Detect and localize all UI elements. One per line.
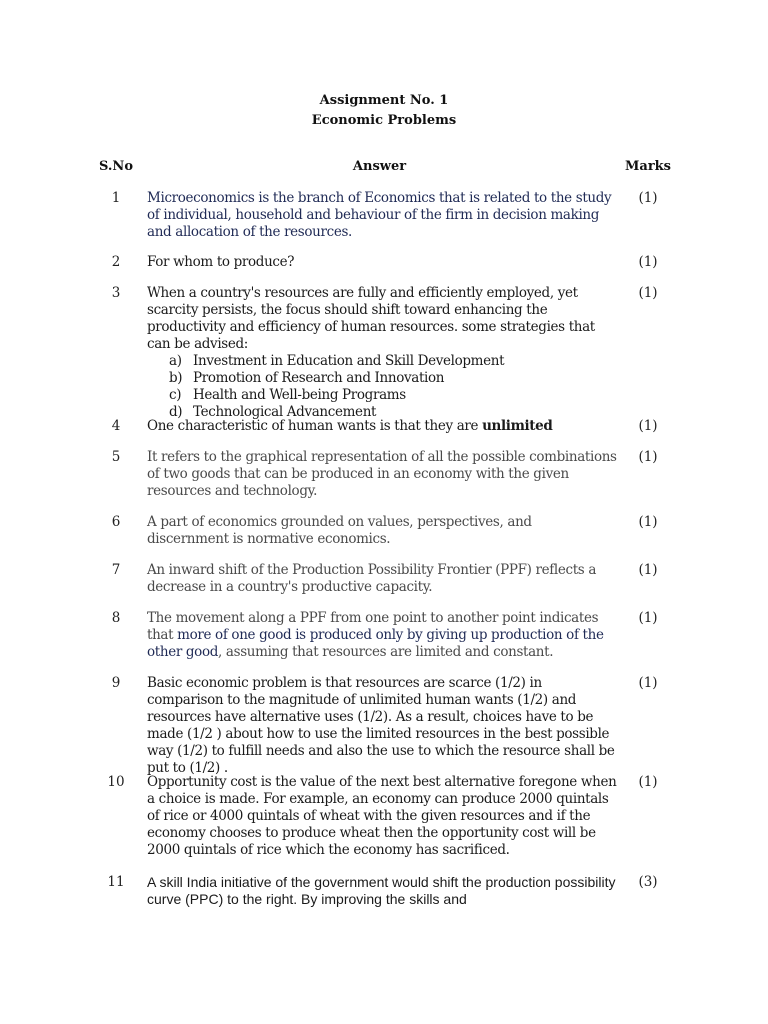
row-answer: One characteristic of human wants is that they are unlimited xyxy=(147,418,553,434)
row-answer: It refers to the graphical representation of all the possible combinations of two goods that can be produced in an economy with the given resources and technology. xyxy=(147,449,617,499)
column-header-sno: S.No xyxy=(98,159,133,174)
bold-keyword: unlimited xyxy=(482,418,553,434)
list-item: d) Technological Advancement xyxy=(169,404,377,420)
row-number: 1 xyxy=(111,190,121,206)
row-marks: (1) xyxy=(638,774,658,790)
column-header-answer: Answer xyxy=(352,159,407,174)
row-marks: (1) xyxy=(638,285,658,301)
list-item: c) Health and Well-being Programs xyxy=(169,387,406,403)
row-answer: Opportunity cost is the value of the next best alternative foregone when a choice is made. For example, an economy can produce 2000 quintals of rice or 4000 quintals of wheat with the given resources and if the economy chooses to produce wheat then the opportunity cost will be 2000 quintals of rice which the economy has sacrificed. xyxy=(147,774,617,858)
row-answer: Microeconomics is the branch of Economics that is related to the study of individual, household and behaviour of the firm in decision making and allocation of the resources. xyxy=(147,190,612,240)
row-number: 9 xyxy=(111,675,121,691)
row-marks: (1) xyxy=(638,675,658,691)
row-number: 4 xyxy=(111,418,121,434)
row-answer: The movement along a PPF from one point to another point indicates that more of one good is produced only by giving up production of the other good, assuming that resources are limited and constant. xyxy=(147,610,604,660)
row-number: 8 xyxy=(111,610,121,626)
row-marks: (1) xyxy=(638,449,658,465)
assignment-subtitle: Economic Problems xyxy=(311,113,457,128)
row-number: 3 xyxy=(111,285,121,301)
row-answer: When a country's resources are fully and efficiently employed, yet scarcity persists, the focus should shift toward enhancing the productivity and efficiency of human resources. some strategies that can be advised: xyxy=(147,285,595,352)
column-header-marks: Marks xyxy=(625,159,671,174)
row-marks: (1) xyxy=(638,610,658,626)
row-answer: An inward shift of the Production Possibility Frontier (PPF) reflects a decrease in a country's productive capacity. xyxy=(147,562,597,595)
highlighted-phrase: more of one good is produced only by giving up production of the other good xyxy=(147,627,604,660)
row-marks: (1) xyxy=(638,514,658,530)
row-number: 10 xyxy=(107,774,125,790)
row-answer: A skill India initiative of the government would shift the production possibility curve (PPC) to the right. By improving the skills and xyxy=(147,874,616,907)
row-marks: (1) xyxy=(638,562,658,578)
list-item: b) Promotion of Research and Innovation xyxy=(169,370,445,386)
list-item: a) Investment in Education and Skill Development xyxy=(169,353,505,369)
row-number: 2 xyxy=(111,254,121,270)
row-answer: Basic economic problem is that resources are scarce (1/2) in comparison to the magnitude of unlimited human wants (1/2) and resources have alternative uses (1/2). As a result, choices have to be made (1/2 ) about how to use the limited resources in the best possible way (1/2) to fulfill needs and also the use to which the resource shall be put to (1/2) . xyxy=(147,675,615,776)
row-answer: For whom to produce? xyxy=(147,254,295,270)
row-marks: (3) xyxy=(638,874,658,890)
row-answer-block xyxy=(147,285,617,421)
row-number: 6 xyxy=(111,514,121,530)
row-number: 7 xyxy=(111,562,121,578)
assignment-title: Assignment No. 1 xyxy=(319,93,449,108)
row-number: 5 xyxy=(111,449,121,465)
row-marks: (1) xyxy=(638,254,658,270)
row-marks: (1) xyxy=(638,418,658,434)
row-number: 11 xyxy=(107,874,125,890)
row-answer: A part of economics grounded on values, perspectives, and discernment is normative economics. xyxy=(147,514,532,547)
strategy-list xyxy=(147,353,617,421)
row-marks: (1) xyxy=(638,190,658,206)
